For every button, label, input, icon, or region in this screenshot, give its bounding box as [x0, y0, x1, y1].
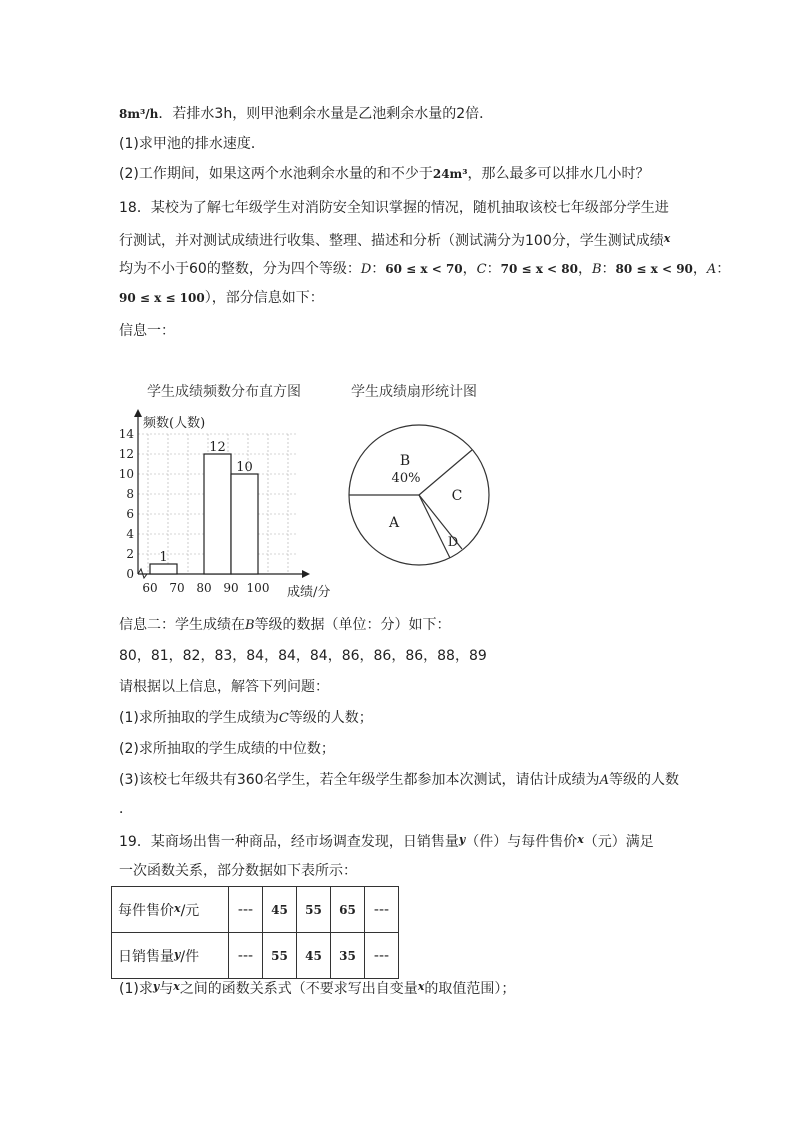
price-sales-table — [111, 886, 399, 979]
y-tick-label: 4 — [126, 527, 134, 541]
histogram-bar — [204, 454, 231, 574]
p18-b-scores: 80，81，82，83，84，84，84，86，86，86，88，89 — [119, 648, 487, 664]
p18-info2: 信息二：学生成绩在B等级的数据（单位：分）如下： — [119, 617, 451, 633]
table-cell: 45 — [263, 887, 297, 933]
table-cell: 55 — [297, 887, 331, 933]
p18-info1: 信息一： — [119, 323, 175, 339]
p18-line2: 行测试，并对测试成绩进行收集、整理、描述和分析（测试满分为100分，学生测试成绩$^x$ — [119, 232, 671, 249]
pie-label-d: D — [447, 535, 459, 550]
p17-value: 24m³ — [432, 167, 468, 181]
y-axis-arrow — [134, 409, 142, 417]
pie-divider-bc — [419, 450, 472, 495]
x-axis-arrow — [302, 570, 310, 578]
x-tick-label: 60 — [142, 581, 158, 595]
y-tick-label: 0 — [126, 567, 134, 581]
x-tick-label: 80 — [196, 581, 212, 595]
bar-data-label: 10 — [236, 460, 253, 475]
pie-divider-da — [419, 495, 450, 558]
p17-unit: 8m³/h — [119, 107, 159, 121]
y-tick-label: 6 — [126, 507, 134, 521]
x-tick-label: 90 — [223, 581, 239, 595]
table-cell: 65 — [331, 887, 365, 933]
pie-label-a: A — [388, 515, 400, 531]
pie-label-b: B — [399, 453, 411, 469]
p18-q3: (3)该校七年级共有360名学生，若全年级学生都参加本次测试，请估计成绩为A等级的人数 — [119, 772, 679, 788]
p17-line1: 8m³/h．若排水3h，则甲池剩余水量是乙池剩余水量的2倍． — [119, 106, 494, 122]
pie-label-c: C — [451, 488, 463, 504]
p19-line2: 一次函数关系，部分数据如下表所示： — [119, 863, 357, 879]
bar-data-label: 1 — [159, 550, 168, 565]
table-header-price: 每件售价$^x$/元 — [112, 887, 229, 933]
p18-line4: 90 ≤ x ≤ 100），部分信息如下： — [119, 290, 324, 306]
p18-line3: 均为不小于60的整数，分为四个等级：D：60 ≤ x < 70，C：70 ≤ x < 80，B：80 ≤ x < 90，A： — [119, 261, 731, 277]
histogram-bar — [150, 564, 177, 574]
histogram-title: 学生成绩频数分布直方图 — [147, 384, 301, 400]
y-tick-label: 10 — [118, 467, 134, 481]
pie-chart — [340, 415, 500, 575]
y-tick-label: 12 — [118, 447, 134, 461]
p18-prompt: 请根据以上信息，解答下列问题： — [119, 679, 329, 695]
y-tick-label: 2 — [126, 547, 134, 561]
bar-data-label: 12 — [209, 440, 226, 455]
x-tick-label: 70 — [169, 581, 185, 595]
table-header-sales: 日销售量$^y$/件 — [112, 933, 229, 979]
table-cell: --- — [365, 887, 399, 933]
p19-line1: 19．某商场出售一种商品，经市场调查发现，日销售量$^y$（件）与每件售价$^x$（元）满足 — [119, 833, 654, 850]
histogram-bar — [231, 474, 258, 574]
histogram-chart — [110, 408, 350, 604]
y-axis-label: 频数(人数) — [143, 416, 206, 431]
table-cell: --- — [229, 933, 263, 979]
table-cell: --- — [365, 933, 399, 979]
pie-label-b-pct: 40% — [391, 471, 421, 486]
x-axis-label: 成绩/分 — [287, 585, 331, 600]
p19-q1: (1)求$^y$与$^x$之间的函数关系式（不要求写出自变量$^x$的取值范围）； — [119, 980, 516, 997]
pie-title: 学生成绩扇形统计图 — [351, 384, 477, 400]
p18-q2: (2)求所抽取的学生成绩的中位数； — [119, 741, 335, 757]
p18-q1: (1)求所抽取的学生成绩为C等级的人数； — [119, 710, 373, 726]
table-cell: 35 — [331, 933, 365, 979]
y-tick-label: 8 — [126, 487, 134, 501]
p18-q3-end: ． — [119, 801, 133, 817]
p17-q2: (2)工作期间，如果这两个水池剩余水量的和不少于24m³，那么最多可以排水几小时？ — [119, 166, 650, 182]
table-cell: --- — [229, 887, 263, 933]
p17-q1: (1)求甲池的排水速度． — [119, 136, 265, 152]
table-cell: 45 — [297, 933, 331, 979]
table-row — [112, 887, 399, 933]
x-tick-label: 100 — [246, 581, 270, 595]
table-row — [112, 933, 399, 979]
p18-line1: 18．某校为了解七年级学生对消防安全知识掌握的情况，随机抽取该校七年级部分学生进 — [119, 200, 669, 216]
table-cell: 55 — [263, 933, 297, 979]
y-tick-label: 14 — [118, 427, 134, 441]
